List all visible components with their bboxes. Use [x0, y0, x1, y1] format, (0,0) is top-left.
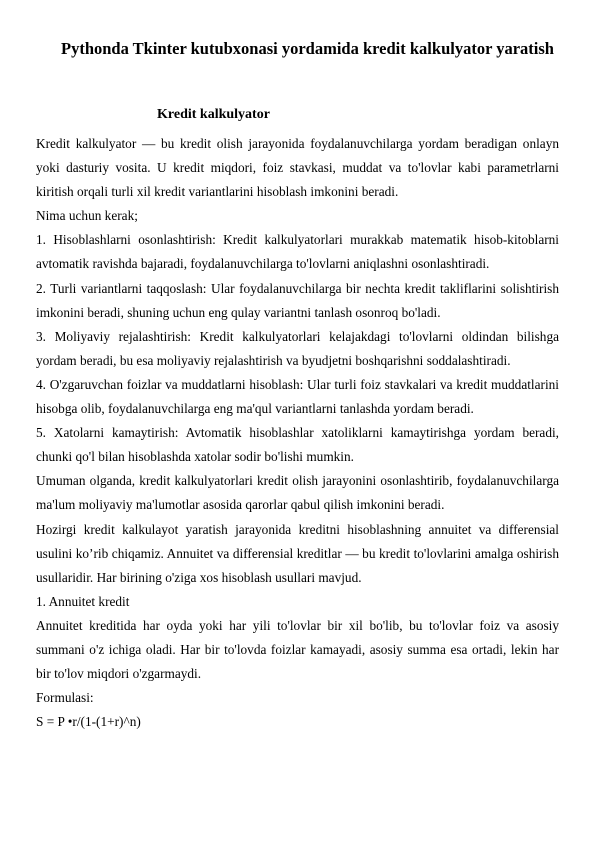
paragraph-intro: Kredit kalkulyator — bu kredit olish jarayonida foydalanuvchilarga yordam beradigan onlayn yoki dasturiy vosita. U kredit miqdori, foiz stavkasi, muddat va to'lovlar kabi parametrlarni kiritish orqali turli xil kredit variantlarini hisoblash imkonini beradi. — [36, 136, 559, 200]
list-item-5: 5. Xatolarni kamaytirish: Avtomatik hisoblashlar xatoliklarni kamaytirishga yordam beradi, chunki qo'l bilan hisoblashda xatolar sodir bo'lishi mumkin. — [36, 425, 559, 465]
document-body — [36, 132, 559, 734]
paragraph-annuity: Annuitet kreditida har oyda yoki har yili to'lovlar bir xil bo'lib, bu to'lovlar foiz va asosiy summani o'z ichiga oladi. Har bir to'lovda foizlar kamayadi, asosiy summa esa ortadi, lekin har bir to'lov miqdori o'zgarmaydi. — [36, 617, 559, 682]
document-title: Pythonda Tkinter kutubxonasi yordamida kredit kalkulyator yaratish — [61, 39, 554, 58]
formula-label: Formulasi: — [36, 690, 94, 706]
list-item-3: 3. Moliyaviy rejalashtirish: Kredit kalkulyatorlari kelajakdagi to'lovlarni oldindan bilishga yordam beradi, bu esa moliyaviy rejalashtirish va byudjetni boshqarishni soddalashtiradi. — [36, 328, 559, 368]
list-item-2: 2. Turli variantlarni taqqoslash: Ular foydalanuvchilarga bir nechta kredit takliflarini solishtirish imkonini beradi, shuning uchun eng qulay variantni tanlash osonroq bo'ladi. — [36, 280, 559, 320]
paragraph-why-needed: Nima uchun kerak; — [36, 208, 138, 224]
formula: S = P •r/(1-(1+r)^n) — [36, 714, 141, 730]
subheading-annuity: 1. Annuitet kredit — [36, 593, 130, 609]
list-item-1: 1. Hisoblashlarni osonlashtirish: Kredit kalkulyatorlari murakkab matematik hisob-kitoblarni avtomatik ravishda bajaradi, foydalanuvchilarga to'lovlarni aniqlashni osonlashtiradi. — [36, 232, 559, 272]
paragraph-methods: Hozirgi kredit kalkulayot yaratish jarayonida kreditni hisoblashning annuitet va differensial usulini ko’rib chiqamiz. Annuitet va differensial kreditlar — bu kredit to'lovlarini amalga oshirish usullaridir. Har birining o'ziga xos hisoblash usullari mavjud. — [36, 521, 559, 585]
section-heading: Kredit kalkulyator — [157, 107, 270, 122]
document-page — [36, 38, 559, 734]
list-item-4: 4. O'zgaruvchan foizlar va muddatlarni hisoblash: Ular turli foiz stavkalari va kredit muddatlarini hisobga olib, foydalanuvchilarga eng ma'qul variantlarni tanlashda yordam beradi. — [36, 376, 559, 417]
paragraph-summary: Umuman olganda, kredit kalkulyatorlari kredit olish jarayonini osonlashtirib, foydalanuvchilarga ma'lum moliyaviy ma'lumotlar asosida qarorlar qabul qilish imkonini beradi. — [36, 473, 559, 513]
